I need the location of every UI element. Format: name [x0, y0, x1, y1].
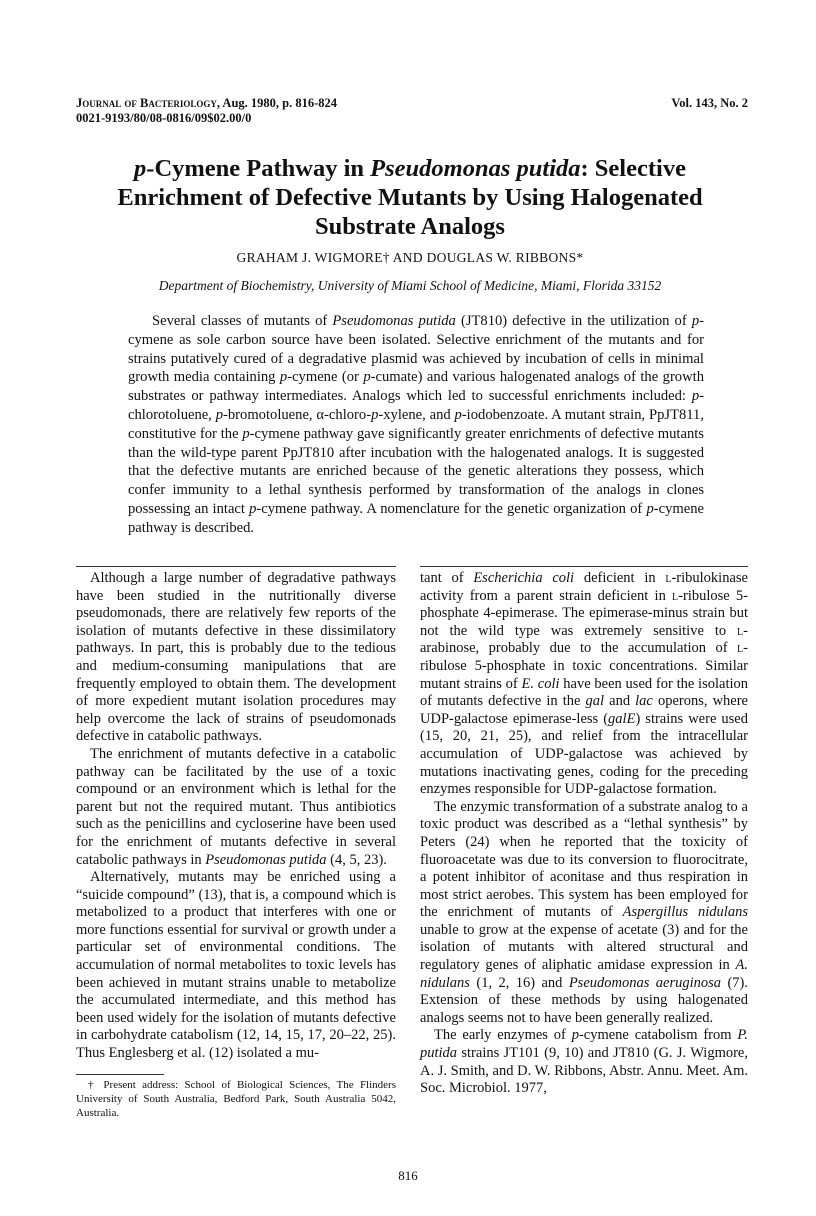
body-italic: Pseudomonas putida: [205, 851, 327, 868]
body-italic: gal: [585, 693, 605, 710]
footnote-mark: †: [382, 250, 390, 265]
body-paragraph: [76, 746, 396, 869]
abstract-text: (JT810) defective in the utilization of: [455, 313, 692, 329]
right-column: [420, 570, 748, 1098]
body-smallcaps: l: [737, 622, 744, 639]
abstract-text: -bromotoluene, α-chloro-: [223, 406, 372, 423]
abstract-italic: Pseudomonas putida: [332, 313, 456, 329]
abstract-italic: p: [646, 500, 654, 517]
body-paragraph: Alternatively, mutants may be enriched using a “suicide compound” (13), that is, a compound which is metabolized to a product that interferes with one or more functions essential for survival or growth under a particular set of environmental conditions. The accumulation of normal metabolites to toxic levels has been achieved in mutant strains unable to metabolize the accumulated intermediate, and this method has been used widely for the isolation of mutants defective in carbohydrate catabolism (12, 14, 15, 17, 20–22, 25). Thus Englesberg et al. (12) isolated a mu-: [76, 869, 396, 1062]
abstract-italic: p: [279, 369, 288, 386]
body-text: The enrichment of mutants defective in a catabolic pathway can be facilitated by the use of a toxic compound or an environment which is lethal for the parent but not the required mutant. Thus antibiotics such as the penicillins and cycloserine have been used for the enrichment of mutants defective in several catabolic pathways in: [76, 745, 396, 868]
column-divider-rule: [420, 566, 748, 567]
abstract-text: -cymene (or: [287, 369, 364, 386]
body-text: unable to grow at the expense of acetate (3) and for the isolation of mutants with altered structural and regulatory genes of aliphatic amidase expression in: [420, 921, 748, 974]
body-text: The enzymic transformation of a substrate analog to a toxic product was described as a “lethal synthesis” by Peters (24) when he reported that the toxicity of fluoroacetate was due to its conversion to fluorocitrate, a potent inhibitor of aconitase and thus respiration in most strict aerobes. This system has been employed for the enrichment of mutants of: [420, 798, 748, 921]
article-title: [80, 154, 740, 241]
journal-header: [76, 96, 337, 126]
body-text: -cymene catabolism from: [578, 1027, 738, 1044]
body-paragraph: [420, 1027, 748, 1097]
body-italic: Pseudomonas aeruginosa: [568, 974, 722, 991]
title-part: : Selective Enrichment of Defective Mutants by Using Halogenated Substrate Analogs: [117, 155, 703, 240]
journal-date-pages: , Aug. 1980, p. 816-824: [216, 96, 338, 110]
title-part: p: [134, 155, 147, 182]
body-text: operons, where UDP-galactose epimerase-less (: [420, 693, 748, 727]
body-smallcaps: l: [665, 570, 672, 586]
body-italic: p: [571, 1027, 579, 1044]
body-text: ) strains were used (15, 20, 21, 25), and relief from the intracellular accumulation of UDP-galactose was achieved by mutations inactivating genes, coding for the preceding enzymes responsible for UDP-galactose formation.: [420, 710, 748, 798]
abstract-text: -cymene pathway is described.: [128, 500, 704, 536]
footnote: † Present address: School of Biological Sciences, The Flinders University of South Australia, Bedford Park, South Australia 5042, Australia.: [76, 1079, 396, 1119]
journal-name: Journal of Bacteriology: [76, 96, 217, 110]
body-italic: lac: [635, 693, 653, 710]
author-separator: AND: [389, 250, 427, 265]
body-italic: P. putida: [420, 1027, 748, 1062]
abstract-italic: p: [242, 425, 250, 442]
body-text: have been used for the isolation of mutants defective in the: [420, 675, 748, 710]
body-text: -ribulokinase activity from a parent strain deficient in: [420, 570, 748, 604]
abstract-italic: p: [454, 406, 462, 423]
body-smallcaps: l: [672, 587, 679, 604]
footnote-rule: [76, 1074, 164, 1075]
body-text: The early enzymes of: [434, 1027, 572, 1044]
author-name: DOUGLAS W. RIBBONS: [426, 250, 577, 265]
abstract-text: -iodobenzoate. A mutant strain, PpJT811, constitutive for the: [128, 406, 704, 442]
body-text: strains JT101 (9, 10) and JT810 (G. J. Wigmore, A. J. Smith, and D. W. Ribbons, Abstr. Annu. Meet. Am. Soc. Microbiol. 1977,: [420, 1045, 748, 1097]
body-italic: galE: [608, 710, 636, 727]
body-italic: A. nidulans: [420, 957, 748, 991]
abstract-text: -cymene pathway. A nomenclature for the genetic organization of: [256, 500, 647, 517]
abstract-text: -chlorotoluene,: [128, 388, 704, 423]
body-text: (1, 2, 16) and: [469, 974, 569, 991]
abstract: [128, 312, 704, 538]
corresponding-mark: *: [576, 250, 584, 265]
abstract-text: -xylene, and: [378, 406, 455, 423]
abstract-italic: p: [691, 388, 700, 405]
abstract-italic: p: [215, 406, 224, 423]
abstract-italic: p: [249, 500, 257, 517]
body-text: and: [604, 693, 636, 710]
abstract-italic: p: [371, 406, 379, 423]
affiliation: Department of Biochemistry, University of Miami School of Medicine, Miami, Florida 33152: [158, 278, 662, 293]
abstract-italic: p: [691, 313, 700, 329]
body-paragraph: [420, 570, 748, 799]
abstract-text: -cumate) and various halogenated analogs of the growth substrates or pathway intermediates. Analogs which led to successful enrichments included:: [128, 369, 704, 405]
journal-code: 0021-9193/80/08-0816/09$02.00/0: [76, 111, 252, 125]
author-name: GRAHAM J. WIGMORE: [236, 250, 383, 265]
left-column: [76, 570, 396, 1063]
body-paragraph: [420, 799, 748, 1028]
body-text: deficient in: [574, 570, 666, 586]
body-italic: Escherichia coli: [473, 570, 575, 586]
body-text: (4, 5, 23).: [326, 851, 387, 868]
body-smallcaps: l: [737, 640, 744, 657]
body-paragraph: Although a large number of degradative pathways have been studied in the nutritionally diverse pseudomonads, there are relatively few reports of the isolation of mutants defective in these dissimilatory pathways. In part, this is probably due to the tedious and medium-consuming manipulations that are frequently employed to obtain them. The development of more expedient mutant isolation procedures may help overcome the lack of strains of pseudomonads defective in catabolic pathways.: [76, 570, 396, 745]
abstract-text: -cymene pathway gave significantly greater enrichments of defective mutants than the wild-type parent PpJT810 after incubation with the halogenated analogs. It is suggested that the defective mutants are enriched because of the genetic alterations they possess, which confer immunity to a lethal synthesis performed by transformation of the analogs in clones possessing an intact: [128, 425, 704, 517]
abstract-text: Several classes of mutants of: [152, 313, 333, 329]
body-text: -arabinose, probably due to the accumulation of: [420, 622, 748, 657]
abstract-italic: p: [363, 369, 371, 386]
title-part: Pseudomonas putida: [370, 155, 581, 182]
body-text: -ribulose 5-phosphate in toxic concentrations. Similar mutant strains of: [420, 640, 748, 692]
journal-volume: Vol. 143, No. 2: [671, 96, 748, 110]
title-part: -Cymene Pathway in: [146, 155, 371, 182]
body-text: tant of: [420, 570, 474, 586]
journal-citation: [76, 96, 337, 111]
body-text: (7). Extension of these methods by using halogenated analogs seems not to have been generally realized.: [420, 974, 748, 1026]
body-text: -ribulose 5-phosphate 4-epimerase. The epimerase-minus strain but not the wild type was extremely sensitive to: [420, 587, 748, 639]
body-italic: Aspergillus nidulans: [622, 904, 748, 921]
column-divider-rule: [76, 566, 396, 567]
authors: [80, 250, 740, 266]
body-italic: E. coli: [521, 675, 560, 692]
abstract-text: -cymene as sole carbon source have been isolated. Selective enrichment of the mutants and for strains putatively cured of a degradative plasmid was achieved by incubation of cells in minimal growth media containing: [128, 313, 704, 386]
page-number: 816: [398, 1168, 418, 1183]
